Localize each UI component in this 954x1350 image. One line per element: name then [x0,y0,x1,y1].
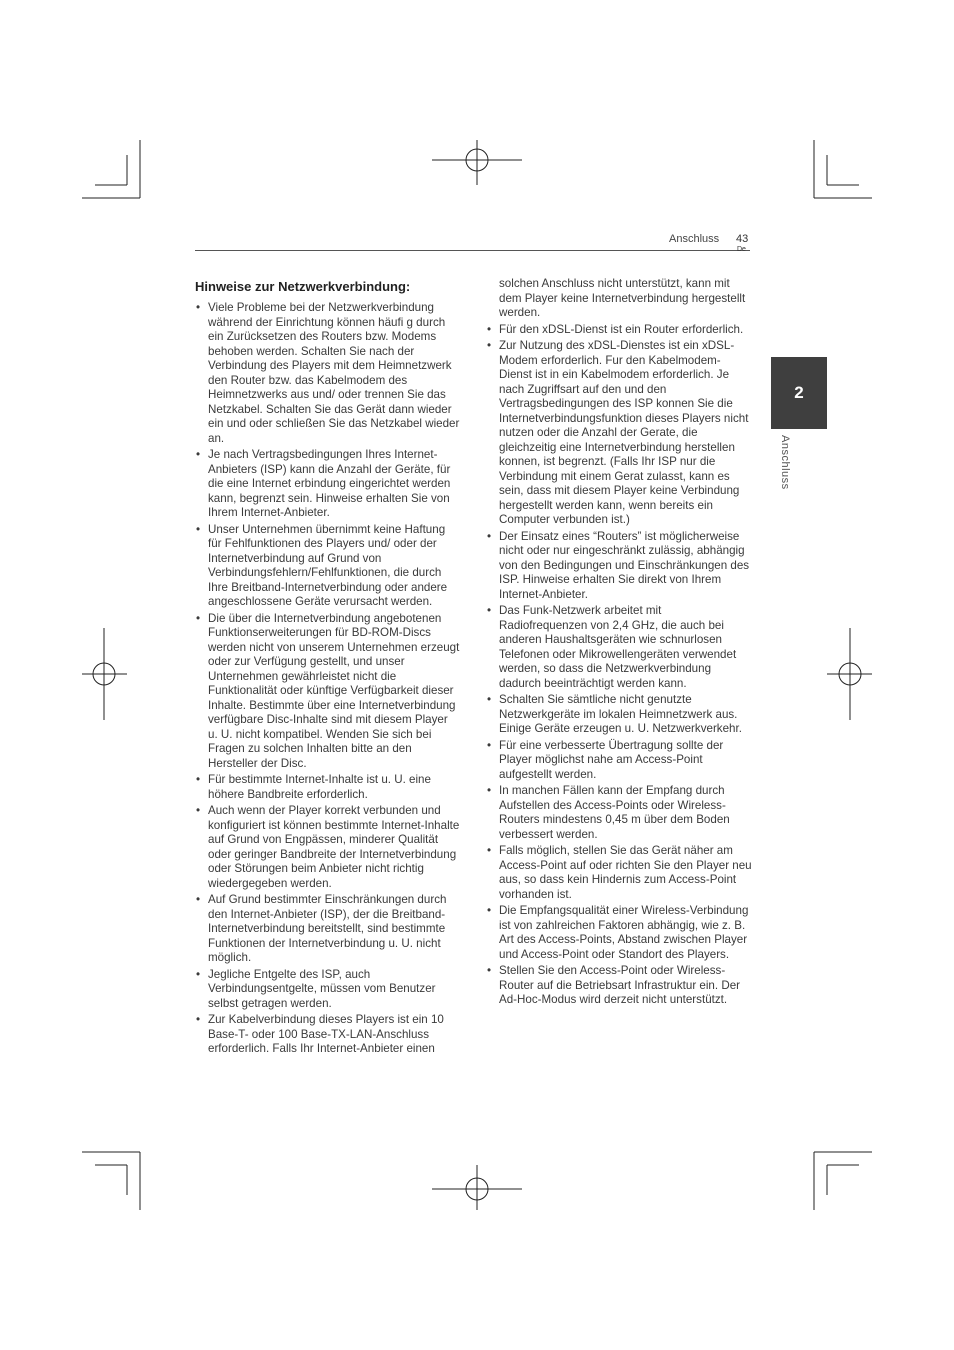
notes-list-right [486,323,752,1008]
chapter-side-label: Anschluss [779,435,791,490]
list-item: • Für bestimmte Internet-Inhalte ist u. U. eine höhere Bandbreite erforderlich. [196,773,431,801]
page-number: 43 [736,233,749,245]
chapter-tab [771,357,827,429]
left-column [195,279,460,1059]
running-header-section: Anschluss [669,233,720,245]
chapter-number: 2 [794,383,804,402]
list-item: • Für den xDSL-Dienst ist ein Router erforderlich. [487,322,744,336]
list-item: • In manchen Fällen kann der Empfang durch Aufstellen des Access-Points oder Wireless-Routers mindestens 0,45 m über dem Boden verbessert werden. [487,784,730,841]
list-item: • Die über die Internetverbindung angebotenen Funktionserweiterungen für BD-ROM-Discs werden nicht von unserem Unternehmen erzeugt oder zur Verfügung gestellt, und unser Unternehmen gewährleistet nicht die Funktionalität oder künftige Verfügbarkeit dieser Inhalte. Bestimmte über eine Internetverbindung verfügbare Disc-Inhalte sind mit diesem Player u. U. nicht kompatibel. Wenden Sie sich bei Fragen zu solchen Inhalten bitte an den Hersteller der Disc. [196,611,460,770]
section-heading: Hinweise zur Netzwerkverbindung: [195,279,411,294]
list-item: • Das Funk-Netzwerk arbeitet mit Radiofrequenzen von 2,4 GHz, die auch bei anderen Haushaltsgeräten wie schnurlosen Telefonen oder Mikrowellengeräten verwendet werden, so dass die Netzwerkverbindung dadurch beeinträchtigt werden kann. [487,604,737,690]
list-item: • Jegliche Entgelte des ISP, auch Verbindungsentgelte, müssen vom Benutzer selbst getragen werden. [196,967,436,1010]
list-item: • Der Einsatz eines “Routers” ist möglicherweise nicht oder nur eingeschränkt zulässig, abhängig von den Bedingungen und Einschränkungen des ISP. Hinweise erhalten Sie direkt von Ihrem Internet-Anbieter. [487,529,750,601]
header-rule [195,250,750,251]
list-item: • Die Empfangsqualität einer Wireless-Verbindung ist von zahlreichen Faktoren abhängig, wie z. B. Art des Access-Points, Abstand zwischen Player und Access-Point oder Standort des Players. [487,904,749,961]
list-item: • Unser Unternehmen übernimmt keine Haftung für Fehlfunktionen des Players und/ oder der Internetverbindung auf Grund von Verbindungsfehlern/Fehlfunktionen, die durch Ihre Breitband-Internetverbindung oder andere angeschlossene Geräte verursacht werden. [196,522,448,608]
list-item: • Auch wenn der Player korrekt verbunden und konfiguriert ist können bestimmte Internet-Inhalte auf Grund von Engpässen, minderer Qualität oder geringer Bandbreite der Internetverbindung oder Störungen beim Anbieter nicht richtig wiedergegeben werden. [196,804,460,890]
notes-list-left [195,301,460,1057]
list-item: • Auf Grund bestimmter Einschränkungen durch den Internet-Anbieter (ISP), der die Breitband-Internetverbindung bereitstellt, sind bestimmte Funktionen der Internetverbindung u. U. nicht möglich. [196,893,447,964]
list-item: • Viele Probleme bei der Netzwerkverbindung während der Einrichtung können häufi g durch ein Zurücksetzen des Routers bzw. Modems behoben werden. Schalten Sie nach der Verbindung des Players mit dem Heimnetzwerk den Router bzw. das Kabelmodem des Heimnetzwerks aus und/ oder trennen Sie das Netzkabel. Schalten Sie das Gerät dann wieder ein und oder schließen Sie das Netzkabel wieder an. [196,301,460,445]
right-column [486,277,752,1010]
list-item: • Falls möglich, stellen Sie das Gerät näher am Access-Point auf oder richten Sie den Player neu aus, so dass kein Hindernis zum Access-Point vorhanden ist. [487,844,752,901]
list-item: • Stellen Sie den Access-Point oder Wireless-Router auf die Betriebsart Infrastruktur ein. Der Ad-Hoc-Modus wird derzeit nicht unterstützt. [487,964,741,1006]
language-code: De [737,246,746,253]
continued-item-text: solchen Anschluss nicht unterstützt, kann mit dem Player keine Internetverbindung hergestellt werden. [499,277,746,319]
list-item: • Schalten Sie sämtliche nicht genutzte Netzwerkgeräte im lokalen Heimnetzwerk aus. Einige Geräte erzeugen u. U. Netzwerkverkehr. [487,693,742,735]
list-item: • Je nach Vertragsbedingungen Ihres Internet-Anbieters (ISP) kann die Anzahl der Geräte, für die eine Internet erbindung eingerichtet werden kann, begrenzt sein. Hinweise erhalten Sie von Ihrem Internet-Anbieter. [196,448,451,519]
list-item: • Für eine verbesserte Übertragung sollte der Player möglichst nahe am Access-Point aufgestellt werden. [487,738,724,781]
list-item: • Zur Nutzung des xDSL-Dienstes ist ein xDSL-Modem erforderlich. Fur den Kabelmodem-Dienst ist in ein Kabelmodem erforderlich. Je nach Zugriffsart auf den und den Vertragsbedingungen des ISP konnen Sie die Internetverbindungsfunktion dieses Players nicht nutzen oder die Anzahl der Gerate, die gleichzeitig eine Internetverbindung herstellen konnen, ist begrenzt. (Falls Ihr ISP nur die Verbindung mit einem Gerat zulasst, kann es sein, dass mit diesem Player keine Verbindung hergestellt werden kann, wenn bereits ein Computer verbunden ist.) [487,339,749,526]
list-item: • Zur Kabelverbindung dieses Players ist ein 10 Base-T- oder 100 Base-TX-LAN-Anschluss erforderlich. Falls Ihr Internet-Anbieter einen [196,1013,444,1055]
